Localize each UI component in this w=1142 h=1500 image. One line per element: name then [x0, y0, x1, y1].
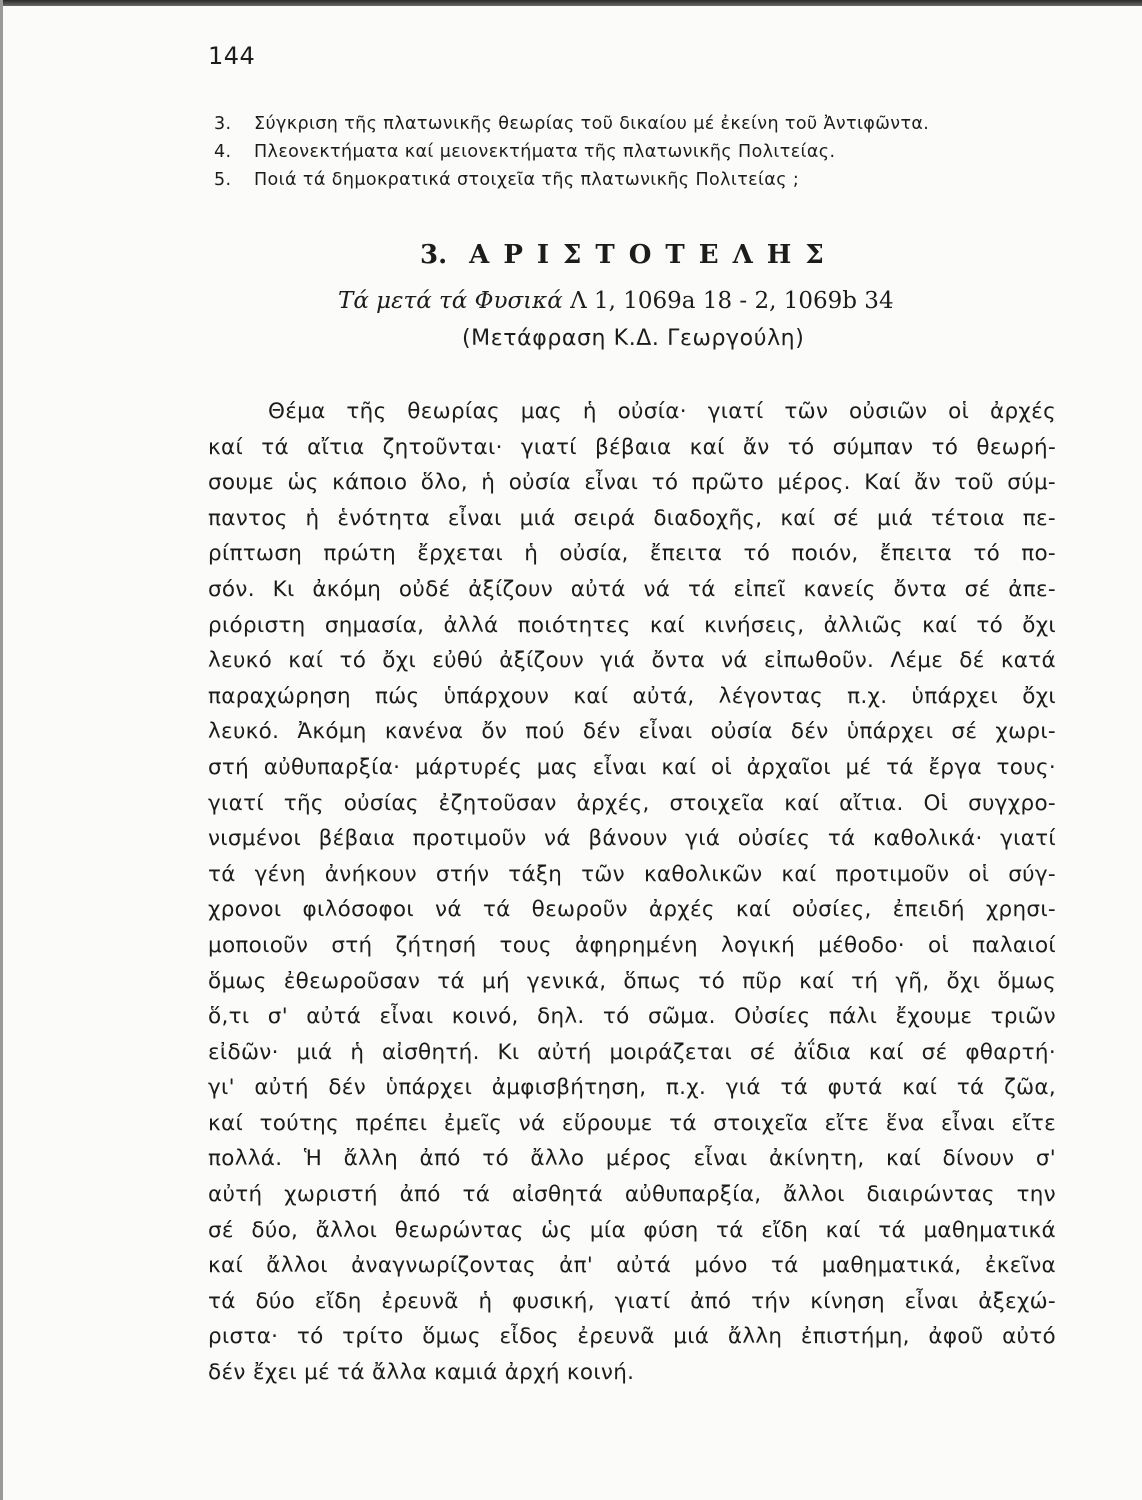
question-item [214, 166, 1074, 194]
section-number: 3. [420, 240, 448, 270]
translator-credit: (Μετάφραση Κ.Δ. Γεωργούλη) [462, 326, 805, 351]
question-item [214, 110, 1074, 138]
body-line: γι' αὐτή δέν ὑπάρχει ἀμφισβήτηση, π.χ. γιά τά φυτά καί τά ζῶα, [208, 1075, 1056, 1101]
body-line: ὅ,τι σ' αὐτά εἶναι κοινό, δηλ. τό σῶμα. Οὐσίες πάλι ἔχουμε τριῶν [208, 1004, 1056, 1030]
question-number: 5. [214, 170, 232, 190]
body-line: ριστα· τό τρίτο ὅμως εἶδος ἐρευνᾶ μιά ἄλλη ἐπιστήμη, ἀφοῦ αὐτό [208, 1324, 1056, 1350]
body-line: χρονοι φιλόσοφοι νά τά θεωροῦν ἀρχές καί οὐσίες, ἐπειδή χρησι- [208, 897, 1056, 923]
body-line: καί τά αἴτια ζητοῦνται· γιατί βέβαια καί ἄν τό σύμπαν τό θεωρή- [208, 434, 1056, 460]
body-line: ριόριστη σημασία, ἀλλά ποιότητες καί κινήσεις, ἀλλιῶς καί τό ὄχι [208, 612, 1056, 638]
section-title: ΑΡΙΣΤΟΤΕΛΗΣ [469, 240, 838, 270]
question-text: Πλεονεκτήματα καί μειονεκτήματα τῆς πλατωνικῆς Πολιτείας. [254, 142, 836, 162]
question-text: Ποιά τά δημοκρατικά στοιχεῖα τῆς πλατωνικῆς Πολιτείας ; [254, 170, 800, 190]
question-text: Σύγκριση τῆς πλατωνικῆς θεωρίας τοῦ δικαίου μέ ἐκείνη τοῦ Ἀντιφῶντα. [254, 114, 930, 134]
body-line: δέν ἔχει μέ τά ἄλλα καμιά ἀρχή κοινή. [208, 1360, 635, 1386]
question-item [214, 138, 1074, 166]
body-line: πολλά. Ἡ ἄλλη ἀπό τό ἄλλο μέρος εἶναι ἀκίνητη, καί δίνουν σ' [208, 1146, 1056, 1172]
source-work-title: Τά μετά τά Φυσικά [338, 288, 563, 314]
page-number: 144 [208, 42, 256, 70]
question-number: 4. [214, 142, 232, 162]
body-line: νισμένοι βέβαια προτιμοῦν νά βάνουν γιά οὐσίες τά καθολικά· γιατί [208, 826, 1056, 852]
section-heading [420, 240, 838, 270]
body-line: σόν. Κι ἀκόμη οὐδέ ἀξίζουν αὐτά νά τά εἰπεῖ κανείς ὄντα σέ ἀπε- [208, 576, 1056, 602]
body-line: σουμε ὡς κάποιο ὅλο, ἡ οὐσία εἶναι τό πρῶτο μέρος. Καί ἄν τοῦ σύμ- [208, 470, 1056, 496]
body-line: σέ δύο, ἄλλοι θεωρώντας ὡς μία φύση τά εἴδη καί τά μαθηματικά [208, 1217, 1056, 1243]
body-line: παραχώρηση πώς ὑπάρχουν καί αὐτά, λέγοντας π.χ. ὑπάρχει ὄχι [208, 683, 1056, 709]
question-number: 3. [214, 114, 232, 134]
scan-edge-top [0, 0, 1142, 6]
body-paragraph [208, 394, 1056, 1391]
question-list [214, 110, 1074, 194]
body-line: ὅμως ἐθεωροῦσαν τά μή γενικά, ὅπως τό πῦρ καί τή γῆ, ὄχι ὅμως [208, 968, 1056, 994]
body-line: παντος ἡ ἑνότητα εἶναι μιά σειρά διαδοχῆς, καί σέ μιά τέτοια πε- [208, 505, 1056, 531]
body-line: μοποιοῦν στή ζήτησή τους ἀφηρημένη λογική μέθοδο· οἱ παλαιοί [208, 932, 1056, 958]
body-line: στή αὐθυπαρξία· μάρτυρές μας εἶναι καί οἱ ἀρχαῖοι μέ τά ἔργα τους· [208, 754, 1056, 780]
body-line: καί τούτης πρέπει ἐμεῖς νά εὕρουμε τά στοιχεῖα εἴτε ἕνα εἶναι εἴτε [208, 1110, 1056, 1136]
body-line: τά γένη ἀνήκουν στήν τάξη τῶν καθολικῶν καί προτιμοῦν οἱ σύγ- [208, 861, 1056, 887]
body-line: τά δύο εἴδη ἐρευνᾶ ἡ φυσική, γιατί ἀπό τήν κίνηση εἶναι ἀξεχώ- [208, 1288, 1056, 1314]
body-line: ρίπτωση πρώτη ἔρχεται ἡ οὐσία, ἔπειτα τό ποιόν, ἔπειτα τό πο- [208, 541, 1056, 567]
body-line: Θέμα τῆς θεωρίας μας ἡ οὐσία· γιατί τῶν οὐσιῶν οἱ ἀρχές [268, 399, 1056, 424]
source-reference [338, 288, 894, 314]
body-line: αὐτή χωριστή ἀπό τά αἰσθητά αὐθυπαρξία, ἄλλοι διαιρώντας την [208, 1182, 1056, 1208]
body-line: λευκό καί τό ὄχι εὐθύ ἀξίζουν γιά ὄντα νά εἰπωθοῦν. Λέμε δέ κατά [208, 648, 1056, 674]
body-line: λευκό. Ἀκόμη κανένα ὄν πού δέν εἶναι οὐσία δέν ὑπάρχει σέ χωρι- [208, 719, 1056, 745]
body-line: καί ἄλλοι ἀναγνωρίζοντας ἀπ' αὐτά μόνο τά μαθηματικά, ἐκεῖνα [208, 1253, 1056, 1279]
scan-edge-left [0, 0, 3, 1500]
source-citation: Λ 1, 1069a 18 - 2, 1069b 34 [562, 288, 894, 314]
body-line: γιατί τῆς οὐσίας ἐζητοῦσαν ἀρχές, στοιχεῖα καί αἴτια. Οἱ συγχρο- [208, 790, 1056, 816]
body-line: εἰδῶν· μιά ἡ αἰσθητή. Κι αὐτή μοιράζεται σέ ἀΐδια καί σέ φθαρτή· [208, 1039, 1056, 1065]
